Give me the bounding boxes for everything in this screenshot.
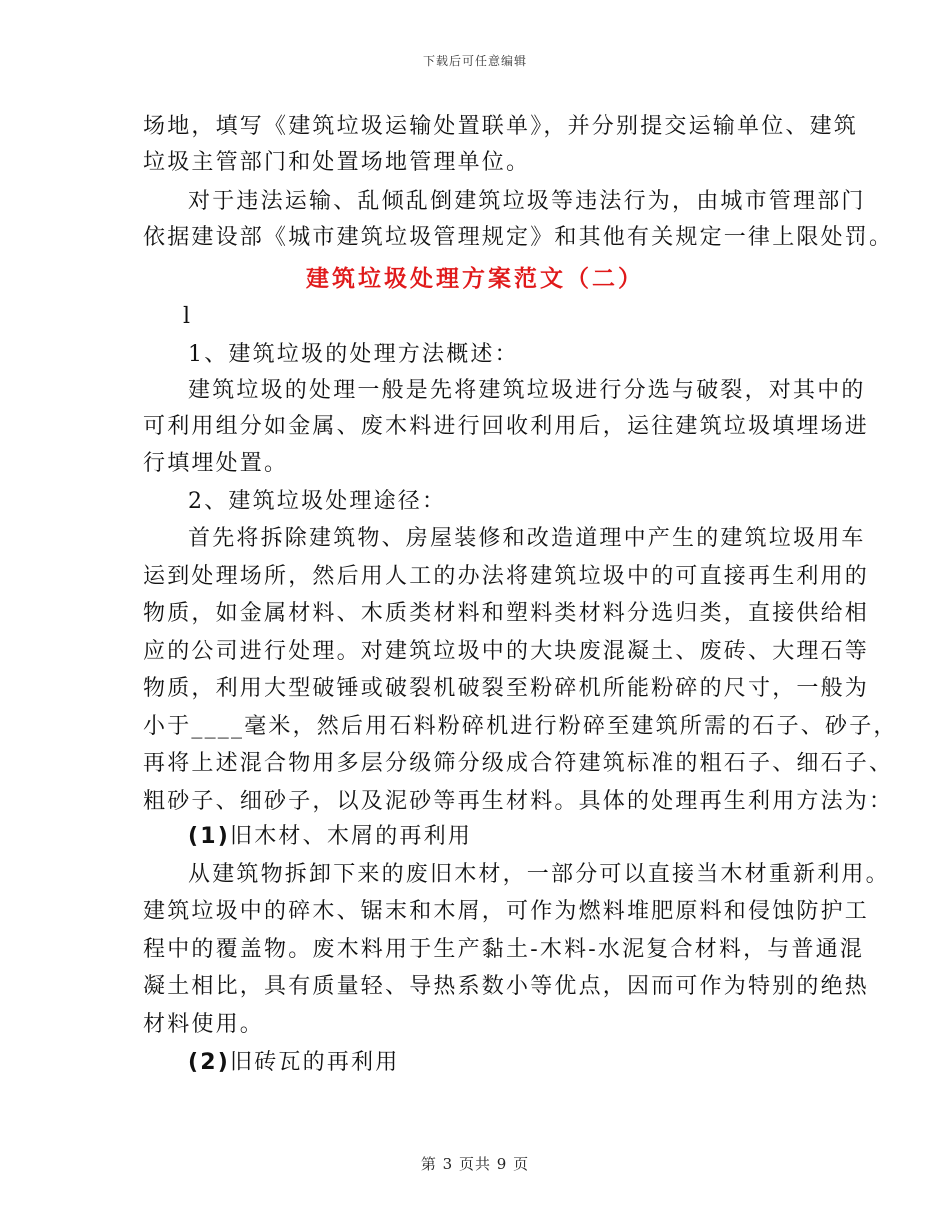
paragraph-line: 从建筑物拆卸下来的废旧木材，一部分可以直接当木材重新利用。	[188, 862, 890, 887]
paragraph-line: 可利用组分如金属、废木料进行回收利用后，运往建筑垃圾填埋场进	[143, 414, 870, 439]
paragraph-line: 物质，如金属材料、木质类材料和塑料类材料分选归类，直接供给相	[143, 601, 870, 626]
subheading-number: (1)	[188, 824, 231, 849]
paragraph-line: 程中的覆盖物。废木料用于生产黏土-木料-水泥复合材料，与普通混	[143, 937, 865, 962]
paragraph-line: 粗砂子、细砂子，以及泥砂等再生材料。具体的处理再生利用方法为：	[143, 789, 894, 814]
paragraph-line: 运到处理场所，然后用人工的办法将建筑垃圾中的可直接再生利用的	[143, 564, 870, 589]
subheading-2	[188, 1048, 399, 1078]
paragraph-line: 垃圾主管部门和处置场地管理单位。	[143, 150, 531, 175]
subheading-text: 旧木材、木屑的再利用	[230, 824, 473, 849]
subheading-text: 旧砖瓦的再利用	[230, 1050, 400, 1075]
page-footer: 第 3 页共 9 页	[420, 1155, 530, 1173]
paragraph-line: 建筑垃圾的处理一般是先将建筑垃圾进行分选与破裂，对其中的	[188, 378, 866, 403]
paragraph-line: 首先将拆除建筑物、房屋装修和改造道理中产生的建筑垃圾用车	[188, 526, 866, 551]
heading-2: 2、建筑垃圾处理途径：	[188, 489, 447, 514]
section-title: 建筑垃圾处理方案范文（二）	[306, 266, 644, 292]
paragraph-line: 凝土相比，具有质量轻、导热系数小等优点，因而可作为特别的绝热	[143, 974, 870, 999]
paragraph-line: 场地，填写《建筑垃圾运输处置联单》，并分别提交运输单位、建筑	[143, 114, 859, 139]
subheading-1	[188, 822, 472, 852]
subheading-number: (2)	[188, 1050, 231, 1075]
paragraph-line: 行填埋处置。	[143, 451, 289, 476]
paragraph-line: 依据建设部《城市建筑垃圾管理规定》和其他有关规定一律上限处罚。	[143, 225, 894, 250]
paragraph-line: 小于____毫米，然后用石料粉碎机进行粉碎至建筑所需的石子、砂子，	[143, 714, 898, 739]
paragraph-line: 物质，利用大型破锤或破裂机破裂至粉碎机所能粉碎的尺寸，一般为	[143, 676, 870, 701]
paragraph-line: 建筑垃圾中的碎木、锯末和木屑，可作为燃料堆肥原料和侵蚀防护工	[143, 899, 870, 924]
heading-1: 1、建筑垃圾的处理方法概述：	[188, 342, 519, 367]
list-marker: l	[183, 304, 193, 329]
paragraph-line: 应的公司进行处理。对建筑垃圾中的大块废混凝土、废砖、大理石等	[143, 639, 870, 664]
paragraph-line: 材料使用。	[143, 1012, 265, 1037]
paragraph-line: 再将上述混合物用多层分级筛分级成合符建筑标准的粗石子、细石子、	[143, 751, 894, 776]
paragraph-line: 对于违法运输、乱倾乱倒建筑垃圾等违法行为，由城市管理部门	[188, 189, 866, 214]
page-header: 下载后可任意编辑	[422, 54, 527, 68]
